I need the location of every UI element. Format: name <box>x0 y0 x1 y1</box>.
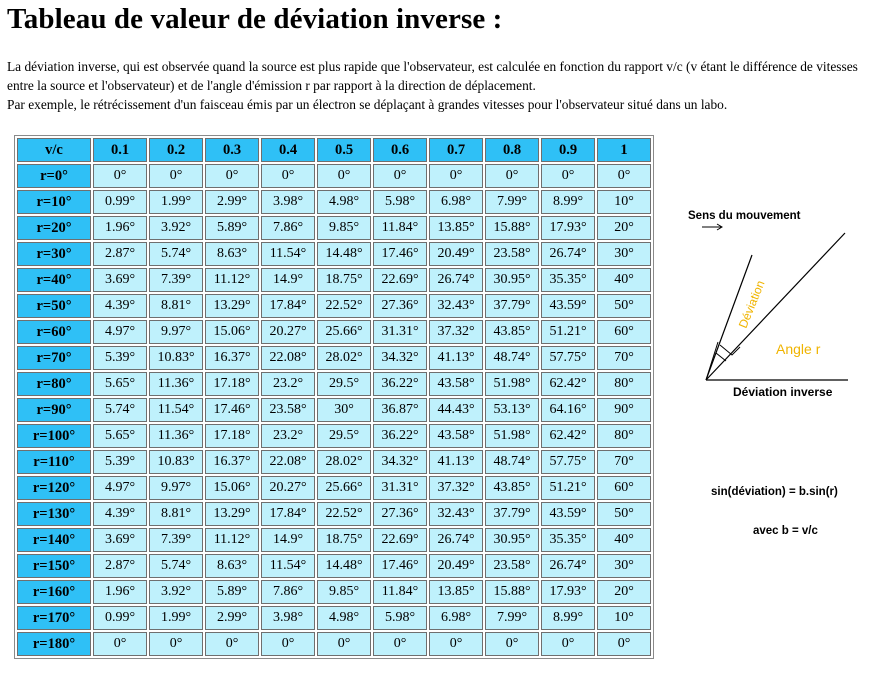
table-cell: 20.27° <box>261 320 315 344</box>
row-header: r=160° <box>17 580 91 604</box>
table-cell: 7.39° <box>149 268 203 292</box>
table-cell: 11.54° <box>149 398 203 422</box>
table-cell: 30.95° <box>485 268 539 292</box>
table-cell: 11.54° <box>261 242 315 266</box>
table-cell: 13.29° <box>205 294 259 318</box>
table-cell: 2.87° <box>93 554 147 578</box>
table-row <box>17 502 651 526</box>
table-cell: 5.98° <box>373 190 427 214</box>
row-header: r=120° <box>17 476 91 500</box>
table-cell: 20° <box>597 216 651 240</box>
table-cell: 25.66° <box>317 476 371 500</box>
table-cell: 2.87° <box>93 242 147 266</box>
table-cell: 51.21° <box>541 476 595 500</box>
table-cell: 10.83° <box>149 346 203 370</box>
table-cell: 0° <box>93 632 147 656</box>
table-cell: 3.92° <box>149 580 203 604</box>
table-cell: 51.98° <box>485 424 539 448</box>
motion-label: Sens du mouvement <box>688 210 801 222</box>
table-cell: 31.31° <box>373 476 427 500</box>
table-cell: 18.75° <box>317 528 371 552</box>
intro-text <box>7 57 887 114</box>
table-cell: 7.86° <box>261 216 315 240</box>
table-cell: 22.52° <box>317 294 371 318</box>
table-cell: 15.06° <box>205 320 259 344</box>
table-row <box>17 190 651 214</box>
row-header: r=180° <box>17 632 91 656</box>
table-cell: 37.79° <box>485 294 539 318</box>
row-header: r=80° <box>17 372 91 396</box>
table-row <box>17 164 651 188</box>
column-header: 0.5 <box>317 138 371 162</box>
table-cell: 8.81° <box>149 294 203 318</box>
table-cell: 60° <box>597 320 651 344</box>
column-header: 0.2 <box>149 138 203 162</box>
table-cell: 0° <box>149 164 203 188</box>
table-cell: 0° <box>317 632 371 656</box>
table-cell: 57.75° <box>541 346 595 370</box>
table-cell: 4.98° <box>317 606 371 630</box>
table-cell: 3.69° <box>93 268 147 292</box>
column-header: 0.7 <box>429 138 483 162</box>
table-cell: 36.22° <box>373 372 427 396</box>
table-row <box>17 528 651 552</box>
table-cell: 26.74° <box>429 528 483 552</box>
table-cell: 17.84° <box>261 294 315 318</box>
table-cell: 2.99° <box>205 190 259 214</box>
table-cell: 3.98° <box>261 190 315 214</box>
table-cell: 34.32° <box>373 346 427 370</box>
table-cell: 20.49° <box>429 554 483 578</box>
table-body <box>17 164 651 656</box>
table-cell: 0° <box>93 164 147 188</box>
table-cell: 13.29° <box>205 502 259 526</box>
table-cell: 16.37° <box>205 450 259 474</box>
formula-equation: sin(déviation) = b.sin(r) <box>711 486 838 498</box>
table-row <box>17 476 651 500</box>
table-cell: 37.32° <box>429 476 483 500</box>
table-cell: 1.96° <box>93 216 147 240</box>
row-header: r=50° <box>17 294 91 318</box>
table-cell: 40° <box>597 268 651 292</box>
table-cell: 40° <box>597 528 651 552</box>
table-cell: 70° <box>597 346 651 370</box>
table-cell: 8.63° <box>205 554 259 578</box>
table-cell: 11.36° <box>149 372 203 396</box>
table-cell: 17.93° <box>541 580 595 604</box>
table-cell: 43.85° <box>485 320 539 344</box>
table-cell: 0.99° <box>93 190 147 214</box>
table-cell: 28.02° <box>317 450 371 474</box>
table-cell: 17.18° <box>205 372 259 396</box>
table-cell: 5.39° <box>93 450 147 474</box>
table-cell: 9.85° <box>317 216 371 240</box>
table-cell: 26.74° <box>541 242 595 266</box>
intro-paragraph-2: Par exemple, le rétrécissement d'un faisceau émis par un électron se déplaçant à grandes vitesses pour l'observateur situé dans un labo. <box>7 97 728 112</box>
page-title: Tableau de valeur de déviation inverse : <box>7 3 503 35</box>
table-cell: 62.42° <box>541 372 595 396</box>
table-cell: 14.48° <box>317 554 371 578</box>
table-cell: 2.99° <box>205 606 259 630</box>
table-row <box>17 372 651 396</box>
table-cell: 80° <box>597 372 651 396</box>
table-cell: 22.69° <box>373 268 427 292</box>
table-cell: 5.65° <box>93 424 147 448</box>
table-cell: 32.43° <box>429 294 483 318</box>
table-cell: 27.36° <box>373 502 427 526</box>
column-header: 0.6 <box>373 138 427 162</box>
table-cell: 80° <box>597 424 651 448</box>
table-cell: 1.99° <box>149 190 203 214</box>
table-cell: 10.83° <box>149 450 203 474</box>
table-cell: 0° <box>541 164 595 188</box>
deviation-diagram <box>680 195 880 410</box>
table-cell: 4.97° <box>93 320 147 344</box>
table-cell: 20.27° <box>261 476 315 500</box>
table-cell: 43.58° <box>429 372 483 396</box>
table-row <box>17 398 651 422</box>
table-cell: 57.75° <box>541 450 595 474</box>
table-header-row <box>17 138 651 162</box>
table-cell: 28.02° <box>317 346 371 370</box>
table-cell: 14.48° <box>317 242 371 266</box>
column-header: 1 <box>597 138 651 162</box>
table-cell: 23.58° <box>485 554 539 578</box>
table-cell: 20° <box>597 580 651 604</box>
column-header: 0.9 <box>541 138 595 162</box>
table-row <box>17 450 651 474</box>
table-cell: 0° <box>205 164 259 188</box>
table-cell: 23.58° <box>261 398 315 422</box>
table-cell: 23.2° <box>261 424 315 448</box>
table-cell: 34.32° <box>373 450 427 474</box>
table-cell: 43.59° <box>541 502 595 526</box>
table-cell: 7.99° <box>485 190 539 214</box>
row-header: r=30° <box>17 242 91 266</box>
table-cell: 43.85° <box>485 476 539 500</box>
table-cell: 30° <box>317 398 371 422</box>
table-cell: 17.84° <box>261 502 315 526</box>
table-cell: 7.39° <box>149 528 203 552</box>
row-header: r=110° <box>17 450 91 474</box>
table-cell: 16.37° <box>205 346 259 370</box>
table-cell: 0° <box>429 164 483 188</box>
table-row <box>17 242 651 266</box>
table-cell: 3.98° <box>261 606 315 630</box>
table-cell: 0° <box>429 632 483 656</box>
table-cell: 17.46° <box>373 242 427 266</box>
table-cell: 31.31° <box>373 320 427 344</box>
table-cell: 11.12° <box>205 268 259 292</box>
table-cell: 13.85° <box>429 216 483 240</box>
table-cell: 48.74° <box>485 450 539 474</box>
table-cell: 41.13° <box>429 346 483 370</box>
table-cell: 5.74° <box>149 242 203 266</box>
angle-label: Angle r <box>776 341 821 357</box>
angle-arc-mark-2 <box>716 353 726 361</box>
row-header: r=20° <box>17 216 91 240</box>
formula-definition: avec b = v/c <box>753 525 818 537</box>
table-row <box>17 268 651 292</box>
table-cell: 53.13° <box>485 398 539 422</box>
table-cell: 3.92° <box>149 216 203 240</box>
table-cell: 70° <box>597 450 651 474</box>
table-cell: 9.97° <box>149 320 203 344</box>
row-header: r=40° <box>17 268 91 292</box>
table-cell: 0° <box>485 164 539 188</box>
table-cell: 30.95° <box>485 528 539 552</box>
table-cell: 60° <box>597 476 651 500</box>
table-cell: 36.22° <box>373 424 427 448</box>
table-cell: 10° <box>597 606 651 630</box>
table-row <box>17 346 651 370</box>
table-cell: 23.2° <box>261 372 315 396</box>
table-cell: 7.99° <box>485 606 539 630</box>
table-cell: 4.98° <box>317 190 371 214</box>
table-cell: 25.66° <box>317 320 371 344</box>
table-cell: 18.75° <box>317 268 371 292</box>
table-cell: 15.88° <box>485 216 539 240</box>
deviation-table <box>14 135 654 659</box>
table-cell: 8.99° <box>541 190 595 214</box>
table-cell: 22.08° <box>261 346 315 370</box>
table-cell: 8.63° <box>205 242 259 266</box>
table-cell: 62.42° <box>541 424 595 448</box>
row-header: r=170° <box>17 606 91 630</box>
row-header: r=140° <box>17 528 91 552</box>
table-cell: 3.69° <box>93 528 147 552</box>
table-cell: 26.74° <box>541 554 595 578</box>
table-cell: 14.9° <box>261 268 315 292</box>
table-cell: 36.87° <box>373 398 427 422</box>
table-corner-header: v/c <box>17 138 91 162</box>
table-cell: 0° <box>373 632 427 656</box>
row-header: r=60° <box>17 320 91 344</box>
table-cell: 41.13° <box>429 450 483 474</box>
table-cell: 0° <box>485 632 539 656</box>
table-cell: 9.97° <box>149 476 203 500</box>
table-cell: 0.99° <box>93 606 147 630</box>
table-cell: 17.46° <box>373 554 427 578</box>
row-header: r=100° <box>17 424 91 448</box>
table-cell: 8.99° <box>541 606 595 630</box>
table-cell: 4.97° <box>93 476 147 500</box>
table-cell: 4.39° <box>93 502 147 526</box>
row-header: r=130° <box>17 502 91 526</box>
table-cell: 48.74° <box>485 346 539 370</box>
table-cell: 22.08° <box>261 450 315 474</box>
table-cell: 0° <box>597 164 651 188</box>
table-cell: 8.81° <box>149 502 203 526</box>
row-header: r=150° <box>17 554 91 578</box>
table-cell: 27.36° <box>373 294 427 318</box>
table-cell: 0° <box>205 632 259 656</box>
table-cell: 23.58° <box>485 242 539 266</box>
table-cell: 13.85° <box>429 580 483 604</box>
inverse-label: Déviation inverse <box>733 385 833 399</box>
table-cell: 0° <box>149 632 203 656</box>
table-cell: 37.32° <box>429 320 483 344</box>
table-cell: 29.5° <box>317 372 371 396</box>
table-cell: 0° <box>373 164 427 188</box>
table-cell: 0° <box>317 164 371 188</box>
table-cell: 11.12° <box>205 528 259 552</box>
row-header: r=70° <box>17 346 91 370</box>
column-header: 0.1 <box>93 138 147 162</box>
table-cell: 5.74° <box>149 554 203 578</box>
ray-line-angle <box>706 233 845 380</box>
table-cell: 15.06° <box>205 476 259 500</box>
table-cell: 29.5° <box>317 424 371 448</box>
table-cell: 11.84° <box>373 216 427 240</box>
column-header: 0.3 <box>205 138 259 162</box>
table-cell: 20.49° <box>429 242 483 266</box>
intro-paragraph-1: La déviation inverse, qui est observée quand la source est plus rapide que l'observateur, est calculée en fonction du rapport v/c (v étant le différence de vitesses entre la source et l'observateur) et de l'angle d'émission r par rapport à la direction de déplacement. <box>7 59 858 93</box>
table-row <box>17 294 651 318</box>
column-header: 0.8 <box>485 138 539 162</box>
table-cell: 5.39° <box>93 346 147 370</box>
table-cell: 6.98° <box>429 606 483 630</box>
table-cell: 14.9° <box>261 528 315 552</box>
table-cell: 44.43° <box>429 398 483 422</box>
table-cell: 5.65° <box>93 372 147 396</box>
table-cell: 64.16° <box>541 398 595 422</box>
table-cell: 4.39° <box>93 294 147 318</box>
table-cell: 22.52° <box>317 502 371 526</box>
table-cell: 43.59° <box>541 294 595 318</box>
table-cell: 0° <box>261 632 315 656</box>
table-cell: 1.99° <box>149 606 203 630</box>
table-cell: 11.84° <box>373 580 427 604</box>
row-header: r=0° <box>17 164 91 188</box>
table-cell: 51.21° <box>541 320 595 344</box>
table-cell: 90° <box>597 398 651 422</box>
table-row <box>17 606 651 630</box>
motion-arrow-icon <box>702 224 722 230</box>
table-cell: 43.58° <box>429 424 483 448</box>
table-row <box>17 580 651 604</box>
column-header: 0.4 <box>261 138 315 162</box>
table-cell: 17.93° <box>541 216 595 240</box>
table-cell: 50° <box>597 294 651 318</box>
table-cell: 30° <box>597 554 651 578</box>
table-cell: 0° <box>541 632 595 656</box>
table-cell: 26.74° <box>429 268 483 292</box>
row-header: r=10° <box>17 190 91 214</box>
table-cell: 32.43° <box>429 502 483 526</box>
table-cell: 35.35° <box>541 268 595 292</box>
table-cell: 0° <box>597 632 651 656</box>
table-cell: 30° <box>597 242 651 266</box>
table-row <box>17 216 651 240</box>
row-header: r=90° <box>17 398 91 422</box>
table-cell: 51.98° <box>485 372 539 396</box>
table-cell: 5.74° <box>93 398 147 422</box>
table-cell: 6.98° <box>429 190 483 214</box>
table-cell: 5.89° <box>205 580 259 604</box>
table-cell: 11.54° <box>261 554 315 578</box>
table-cell: 5.89° <box>205 216 259 240</box>
table-cell: 11.36° <box>149 424 203 448</box>
table-row <box>17 554 651 578</box>
table-cell: 9.85° <box>317 580 371 604</box>
table-cell: 15.88° <box>485 580 539 604</box>
table-cell: 22.69° <box>373 528 427 552</box>
table-cell: 37.79° <box>485 502 539 526</box>
table-cell: 1.96° <box>93 580 147 604</box>
table-cell: 10° <box>597 190 651 214</box>
table-row <box>17 632 651 656</box>
table-cell: 7.86° <box>261 580 315 604</box>
table-cell: 5.98° <box>373 606 427 630</box>
table-row <box>17 424 651 448</box>
table-cell: 17.46° <box>205 398 259 422</box>
deviation-label: Déviation <box>735 278 768 331</box>
table-cell: 50° <box>597 502 651 526</box>
table-row <box>17 320 651 344</box>
table-cell: 0° <box>261 164 315 188</box>
table-cell: 17.18° <box>205 424 259 448</box>
table-cell: 35.35° <box>541 528 595 552</box>
